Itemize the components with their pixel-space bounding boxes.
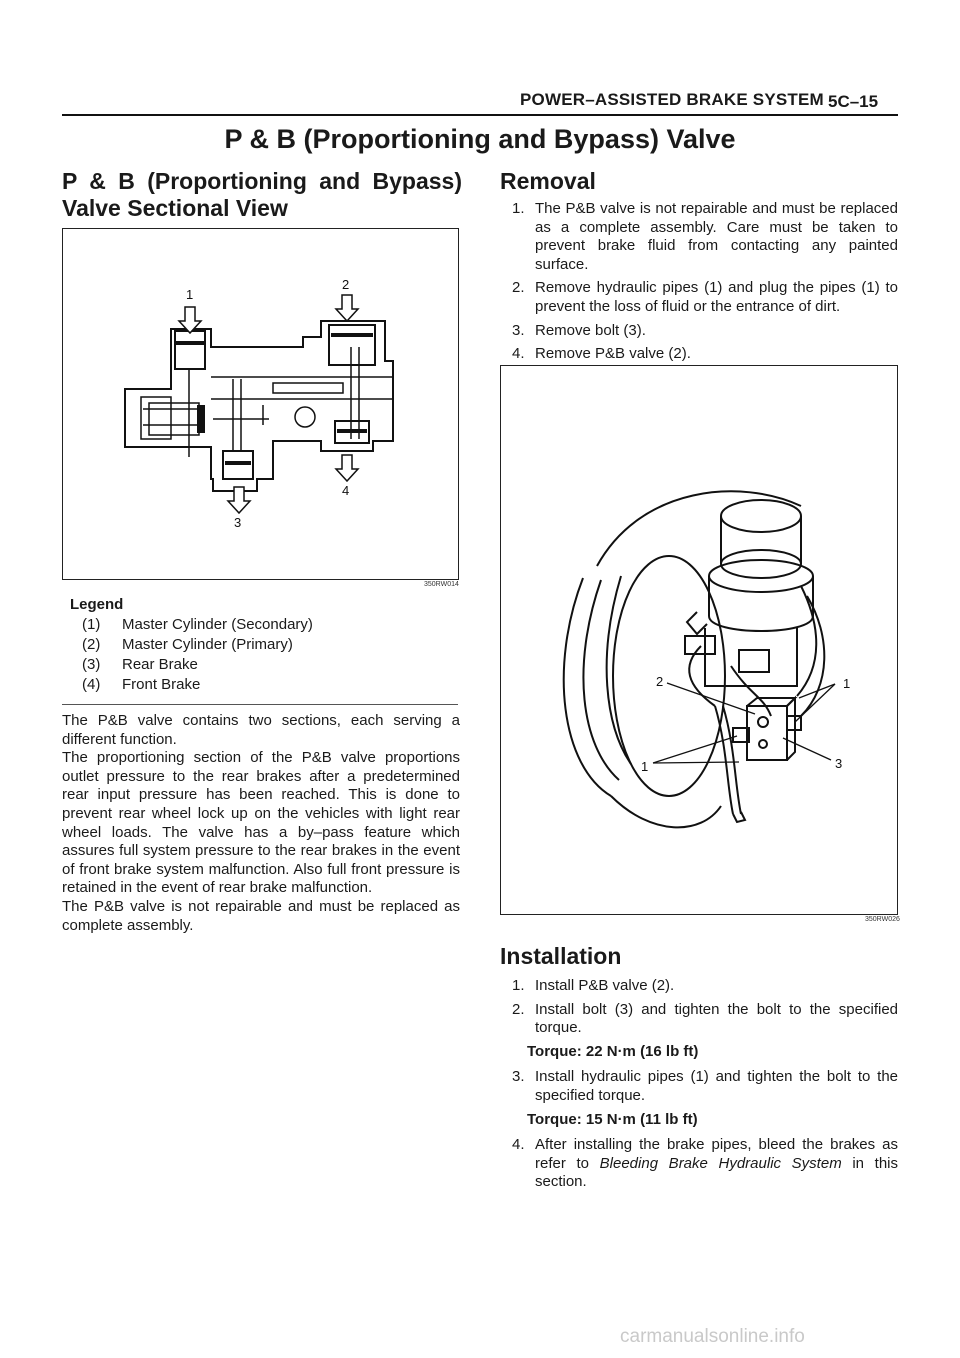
- callout-3: 3: [234, 515, 242, 530]
- description-text: [62, 712, 460, 935]
- master-cylinder-drawing: [501, 366, 897, 914]
- installation-step: 4. After installing the brake pipes, bleed the brakes as refer to Bleeding Brake Hydraulic System in this section.: [512, 1136, 898, 1191]
- removal-step: 4. Remove P&B valve (2).: [512, 345, 691, 363]
- callout-4: 4: [342, 483, 350, 498]
- callout-1: 1: [641, 759, 649, 774]
- description-paragraph: The proportioning section of the P&B valve proportions outlet pressure to the rear brakes after a predetermined rear input pressure has been reached. This is done to prevent rear wheel lock up on the vehicles with light rear wheel loads. The valve has a by–pass feature which assures full system pressure to the rear brakes in the event of front brake system malfunction. Also full front pressure is retained in the event of rear brake malfunction.: [62, 749, 460, 897]
- header-rule: [62, 114, 898, 116]
- torque-spec: Torque: 15 N·m (11 lb ft): [527, 1110, 698, 1128]
- removal-step: 3. Remove bolt (3).: [512, 321, 646, 339]
- installation-step: 3. Install hydraulic pipes (1) and tighten the bolt to the specified torque.: [512, 1068, 898, 1104]
- callout-2: 2: [656, 674, 664, 689]
- figure-code-1: 350RW014: [424, 581, 459, 588]
- watermark-text: carmanualsonline.info: [620, 1326, 805, 1347]
- legend-item: (3) Rear Brake: [82, 656, 198, 673]
- installation-step: 2. Install bolt (3) and tighten the bolt to the specified torque.: [512, 1000, 898, 1037]
- description-paragraph: The P&B valve contains two sections, each serving a different function.: [62, 712, 460, 748]
- removal-step: 1. The P&B valve is not repairable and must be replaced as a complete assembly. Care must be taken to prevent brake fluid from contacting any painted surface.: [512, 200, 898, 273]
- installation-steps: [512, 977, 898, 1197]
- description-paragraph: The P&B valve is not repairable and must be replaced as complete assembly.: [62, 897, 460, 934]
- callout-3: 3: [835, 756, 843, 771]
- cross-reference: Bleeding Brake Hydraulic System: [599, 1154, 842, 1172]
- callout-1: 1: [186, 287, 194, 302]
- callout-2: 2: [342, 277, 350, 292]
- installation-title: Installation: [500, 943, 622, 969]
- valve-sectional-drawing: [63, 229, 458, 579]
- sectional-view-title-line1: P & B (Proportioning and Bypass): [62, 168, 462, 194]
- legend-heading: Legend: [70, 596, 124, 613]
- legend-item: (1) Master Cylinder (Secondary): [82, 616, 313, 633]
- removal-step: 2. Remove hydraulic pipes (1) and plug the pipes (1) to prevent the loss of fluid or the entrance of dirt.: [512, 279, 898, 315]
- valve-sectional-figure: [62, 228, 459, 580]
- running-header-section: POWER–ASSISTED BRAKE SYSTEM: [520, 90, 824, 109]
- legend-list: [82, 615, 313, 695]
- page-title: P & B (Proportioning and Bypass) Valve: [224, 124, 736, 154]
- legend-item: (4) Front Brake: [82, 676, 201, 693]
- master-cylinder-figure: [500, 365, 898, 915]
- figure-code-2: 350RW026: [865, 916, 900, 923]
- sectional-view-title: [62, 168, 462, 222]
- installation-step: 1. Install P&B valve (2).: [512, 977, 675, 994]
- page-number: 5C–15: [828, 92, 879, 111]
- legend-item: (2) Master Cylinder (Primary): [82, 636, 293, 653]
- callout-1: 1: [843, 676, 851, 691]
- legend-divider: [62, 704, 458, 705]
- torque-spec: Torque: 22 N·m (16 lb ft): [527, 1042, 699, 1060]
- sectional-view-title-line2: Valve Sectional View: [62, 195, 288, 221]
- removal-steps: [512, 200, 898, 369]
- removal-title: Removal: [500, 168, 596, 194]
